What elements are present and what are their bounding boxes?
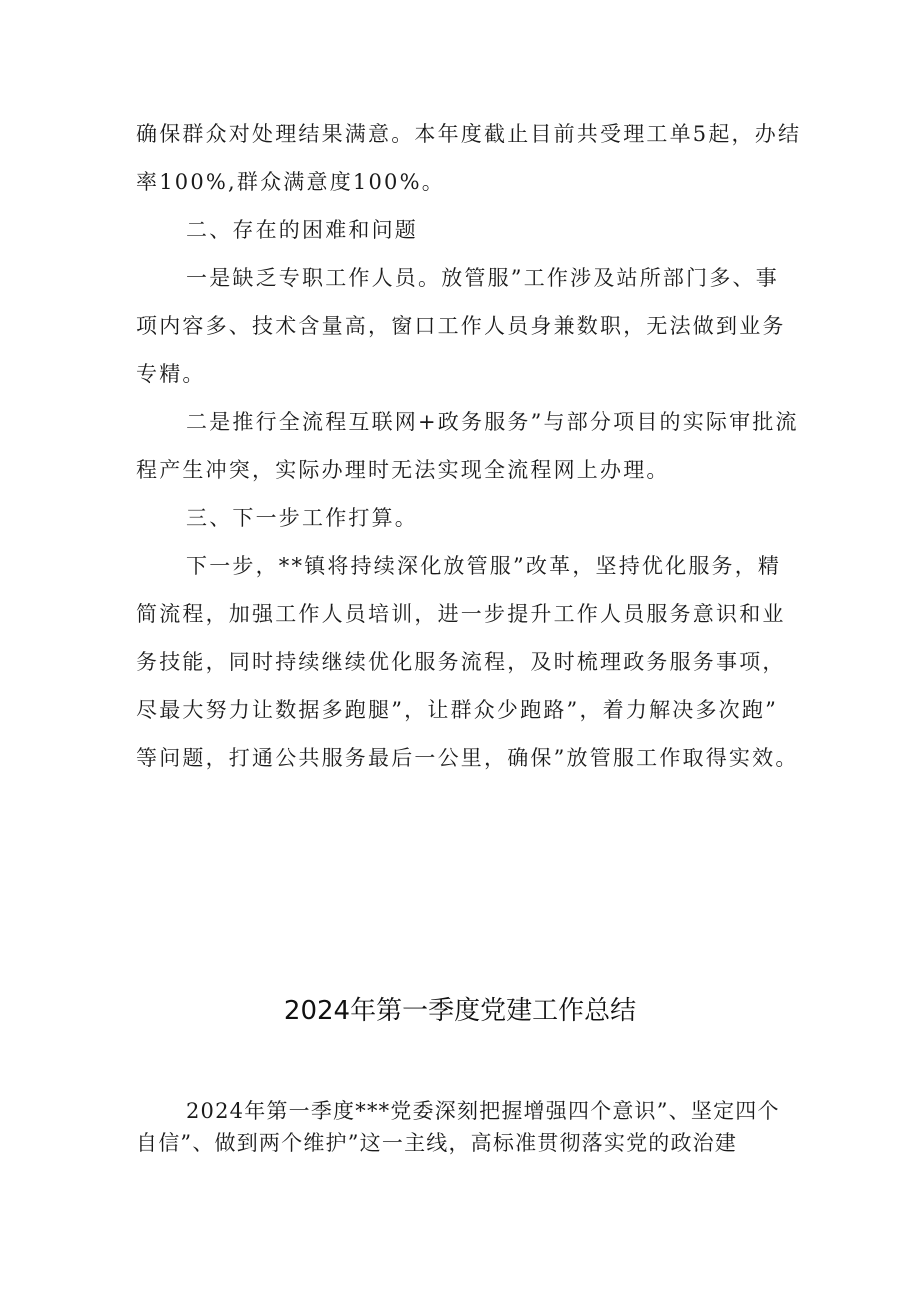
paragraph-line: 尽最大努力让数据多跑腿”，让群众少跑路”，着力解决多次跑” (136, 698, 779, 722)
paragraph-line: 专精。 (136, 362, 206, 386)
paragraph-line: 简流程，加强工作人员培训，进一步提升工作人员服务意识和业 (136, 602, 786, 626)
paragraph-line: 二是推行全流程互联网+政务服务”与部分项目的实际审批流 (186, 410, 799, 434)
paragraph-line: 务技能，同时持续继续优化服务流程，及时梳理政务服务事项， (136, 650, 786, 674)
paragraph-line: 率100%,群众满意度100%。 (136, 170, 445, 194)
document-title: 2024年第一季度党建工作总结 (283, 996, 637, 1026)
paragraph-line: 自信”、做到两个维护”这一主线，高标准贯彻落实党的政治建 (136, 1131, 738, 1155)
paragraph-line: 项内容多、技术含量高，窗口工作人员身兼数职，无法做到业务 (136, 314, 786, 338)
paragraph-line: 2024年第一季度***党委深刻把握增强四个意识”、坚定四个 (186, 1099, 780, 1123)
section-heading: 三、下一步工作打算。 (186, 506, 418, 530)
paragraph-line: 下一步，**镇将持续深化放管服”改革，坚持优化服务，精 (186, 554, 782, 578)
paragraph-line: 程产生冲突，实际办理时无法实现全流程网上办理。 (136, 458, 670, 482)
section-heading: 二、存在的困难和问题 (186, 218, 418, 242)
paragraph-line: 等问题，打通公共服务最后一公里，确保”放管服工作取得实效。 (136, 746, 799, 770)
paragraph-line: 确保群众对处理结果满意。本年度截止目前共受理工单5起，办结 (136, 122, 802, 146)
paragraph-line: 一是缺乏专职工作人员。放管服”工作涉及站所部门多、事 (186, 266, 779, 290)
